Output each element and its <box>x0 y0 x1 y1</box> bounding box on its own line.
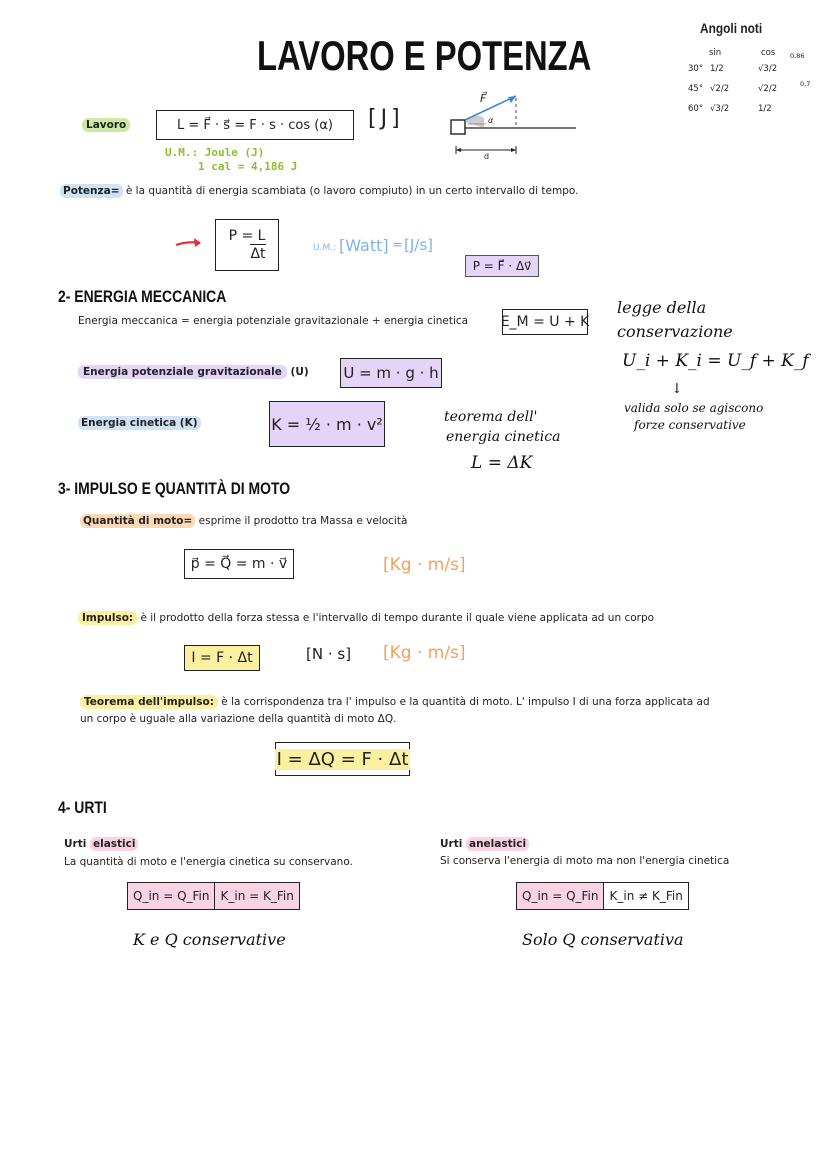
an-formula-q: Q_in = Q_Fin <box>517 883 604 909</box>
imp-unit-kg: [Kg · m/s] <box>383 643 466 663</box>
angles-sin: 1/2 <box>710 64 724 74</box>
angles-row <box>688 64 777 84</box>
angles-deg: 45° <box>688 84 704 94</box>
urti-elastici-label: Urti elastici <box>64 838 138 850</box>
potenza-formula-box: P = L Δt <box>215 219 279 271</box>
teo-formula-box: I = ΔQ = F · Δt <box>275 742 410 776</box>
teorema-line2: energia cinetica <box>446 429 561 445</box>
an-formula-box <box>516 882 689 910</box>
potenza-um-watt: [Watt] <box>339 236 389 255</box>
block-shape <box>451 120 465 134</box>
urti-anelastici-label: Urti anelastici <box>440 838 529 850</box>
angles-cos: √2/2 <box>758 84 778 94</box>
angles-cos: 1/2 <box>758 104 772 114</box>
lavoro-formula-box: L = F⃗ · s⃗ = F · s · cos (α) <box>156 110 354 140</box>
pot-label: Energia potenziale gravitazionale (U) <box>78 366 309 378</box>
qm-formula-box: p⃗ = Q⃗ = m · v⃗ <box>184 549 294 579</box>
note-forze: forze conservative <box>634 418 746 432</box>
qm-definition: Quantità di moto= esprime il prodotto tra Massa e velocità <box>80 515 407 527</box>
section-urti-heading: 4- URTI <box>58 798 107 817</box>
teorema-line1: teorema dell' <box>444 409 538 425</box>
angles-cos: √3/2 <box>758 64 778 74</box>
force-diagram <box>446 88 582 168</box>
pot-formula-box: U = m · g · h <box>340 358 442 388</box>
el-formula-box <box>127 882 300 910</box>
urti-anelastici-def: Si conserva l'energia di moto ma non l'energia cinetica <box>440 855 730 867</box>
page-title: LAVORO E POTENZA <box>257 32 592 79</box>
angles-heading: Angoli noti <box>700 20 763 36</box>
angles-note1: 0,86 <box>790 52 805 60</box>
cin-formula-box: K = ½ · m · v² <box>269 401 385 447</box>
energia-definition: Energia meccanica = energia potenziale gravitazionale + energia cinetica <box>78 315 469 327</box>
imp-unit-ns: [N · s] <box>306 645 352 663</box>
lavoro-um: U.M.: Joule (J) <box>165 146 265 159</box>
el-formula-k: K_in = K_Fin <box>215 883 298 909</box>
note-valida: valida solo se agiscono <box>624 401 764 415</box>
red-arrow-icon <box>174 236 204 250</box>
force-label: F⃗ <box>480 92 487 105</box>
imp-definition: Impulso: è il prodotto della forza stessa e l'intervallo di tempo durante il quale viene applicata ad un corpo <box>78 612 654 624</box>
em-formula-box: E_M = U + K <box>502 309 588 335</box>
lavoro-cal: 1 cal = 4,186 J <box>198 160 298 173</box>
teo-definition-1: Teorema dell'impulso: è la corrispondenza tra l' impulso e la quantità di moto. L' impulso I di una forza applicata ad <box>80 696 710 708</box>
down-arrow-icon: ↓ <box>671 381 683 397</box>
qm-unit: [Kg · m/s] <box>383 555 466 575</box>
an-note: Solo Q conservativa <box>522 930 684 949</box>
note-legge: legge della <box>617 298 707 317</box>
urti-elastici-def: La quantità di moto e l'energia cinetica su conservano. <box>64 856 353 868</box>
angles-row <box>688 84 777 104</box>
potenza-definition: Potenza= è la quantità di energia scambiata (o lavoro compiuto) in un certo intervallo di tempo. <box>60 185 578 197</box>
angles-row <box>688 104 777 124</box>
potenza-um-js: [J/s] <box>404 236 433 254</box>
imp-formula-box: I = F · Δt <box>184 645 260 671</box>
angles-note2: 0,7 <box>800 80 811 88</box>
angles-sin: √2/2 <box>710 84 730 94</box>
angles-deg: 30° <box>688 64 704 74</box>
angle-label: α <box>488 116 494 125</box>
lavoro-unit: [J] <box>368 106 404 131</box>
cin-label: Energia cinetica (K) <box>78 417 201 429</box>
note-conservazione: conservazione <box>617 322 733 341</box>
lavoro-label: Lavoro <box>82 119 130 131</box>
angles-col-sin: sin <box>709 48 722 58</box>
potenza-um-prefix: U.M.: <box>313 243 337 253</box>
distance-label: d <box>484 152 490 161</box>
potenza-term: Potenza= <box>60 184 123 198</box>
angles-table <box>688 64 777 124</box>
an-formula-k: K_in ≠ K_Fin <box>609 889 683 903</box>
potenza-alt-formula: P = F⃗ · Δv⃗ <box>465 255 539 277</box>
angles-sin: √3/2 <box>710 104 730 114</box>
el-note: K e Q conservative <box>133 930 286 949</box>
el-formula-q: Q_in = Q_Fin <box>128 883 215 909</box>
teorema-formula: L = ΔK <box>471 453 533 473</box>
conservation-formula: U_i + K_i = U_f + K_f <box>622 351 809 371</box>
angles-col-cos: cos <box>761 48 776 58</box>
potenza-um-eq: = <box>392 238 403 253</box>
angles-deg: 60° <box>688 104 704 114</box>
section-impulso-heading: 3- IMPULSO E QUANTITÀ DI MOTO <box>58 479 291 498</box>
teo-definition-2: un corpo è uguale alla variazione della quantità di moto ΔQ. <box>80 713 397 725</box>
section-energia-heading: 2- ENERGIA MECCANICA <box>58 287 227 306</box>
